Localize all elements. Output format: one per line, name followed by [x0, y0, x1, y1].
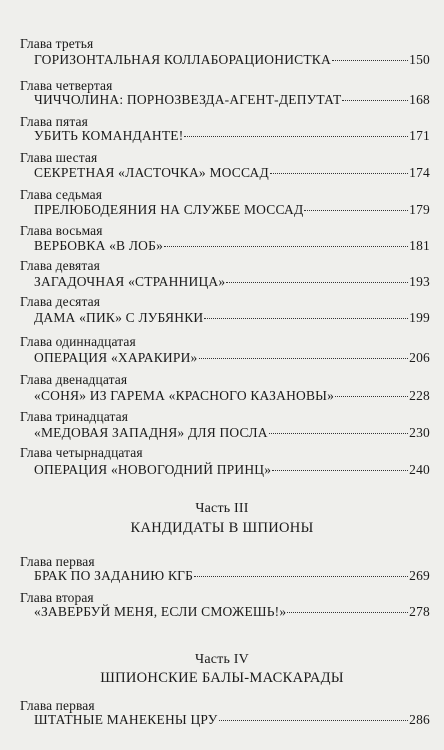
chapter-label: Глава первая — [20, 698, 95, 713]
dot-leader — [219, 720, 409, 721]
chapter-label: Глава шестая — [20, 150, 98, 165]
chapter-label: Глава десятая — [20, 294, 101, 309]
toc-entry-link[interactable] — [34, 92, 430, 108]
page-number: 230 — [409, 425, 430, 440]
page-number: 174 — [409, 165, 430, 180]
page-number: 199 — [409, 310, 430, 325]
chapter-title: ГОРИЗОНТАЛЬНАЯ КОЛЛАБОРАЦИОНИСТКА — [34, 52, 331, 67]
page-number: 278 — [409, 604, 430, 619]
part-label: Часть III — [195, 501, 249, 516]
page-number: 206 — [409, 350, 430, 365]
dot-leader — [226, 282, 408, 283]
chapter-label: Глава четвертая — [20, 78, 113, 93]
chapter-label: Глава девятая — [20, 258, 100, 273]
chapter-label: Глава одиннадцатая — [20, 334, 136, 349]
dot-leader — [270, 173, 408, 174]
part-title: КАНДИДАТЫ В ШПИОНЫ — [130, 520, 314, 536]
toc-entry-link[interactable] — [34, 604, 430, 620]
page-number: 269 — [409, 568, 430, 583]
page-number: 286 — [409, 712, 430, 727]
chapter-title: УБИТЬ КОМАНДАНТЕ! — [34, 128, 184, 143]
chapter-title: БРАК ПО ЗАДАНИЮ КГБ — [34, 568, 194, 583]
chapter-label: Глава тринадцатая — [20, 409, 129, 424]
chapter-label: Глава восьмая — [20, 223, 103, 238]
dot-leader — [272, 470, 408, 471]
chapter-label: Глава седьмая — [20, 187, 103, 202]
chapter-label: Глава четырнадцатая — [20, 445, 143, 460]
dot-leader — [287, 612, 408, 613]
toc-entry-link[interactable] — [34, 128, 430, 144]
toc-entry-link[interactable] — [34, 350, 430, 366]
chapter-title: ОПЕРАЦИЯ «ХАРАКИРИ» — [34, 350, 198, 365]
dot-leader — [194, 576, 408, 577]
chapter-title: ОПЕРАЦИЯ «НОВОГОДНИЙ ПРИНЦ» — [34, 462, 272, 477]
chapter-title: ПРЕЛЮБОДЕЯНИЯ НА СЛУЖБЕ МОССАД — [34, 202, 304, 217]
chapter-label: Глава третья — [20, 36, 94, 51]
chapter-label: Глава первая — [20, 554, 95, 569]
toc-entry-link[interactable] — [34, 238, 430, 254]
chapter-label: Глава пятая — [20, 114, 88, 129]
chapter-title: ЗАГАДОЧНАЯ «СТРАННИЦА» — [34, 274, 226, 289]
dot-leader — [335, 396, 408, 397]
chapter-title: «ЗАВЕРБУЙ МЕНЯ, ЕСЛИ СМОЖЕШЬ!» — [34, 604, 287, 619]
page-number: 193 — [409, 274, 430, 289]
dot-leader — [199, 358, 409, 359]
dot-leader — [304, 210, 408, 211]
chapter-title: ЧИЧЧОЛИНА: ПОРНОЗВЕЗДА-АГЕНТ-ДЕПУТАТ — [34, 92, 342, 107]
toc-entry-link[interactable] — [34, 165, 430, 181]
chapter-label: Глава двенадцатая — [20, 372, 128, 387]
dot-leader — [184, 136, 408, 137]
toc-entry-link[interactable] — [34, 202, 430, 218]
toc-entry-link[interactable] — [34, 310, 430, 326]
chapter-title: ДАМА «ПИК» С ЛУБЯНКИ — [34, 310, 204, 325]
page-number: 171 — [409, 128, 430, 143]
page-number: 168 — [409, 92, 430, 107]
page-number: 240 — [409, 462, 430, 477]
chapter-label: Глава вторая — [20, 590, 94, 605]
toc-entry-link[interactable] — [34, 425, 430, 441]
page-number: 181 — [409, 238, 430, 253]
toc-entry-link[interactable] — [34, 274, 430, 290]
chapter-title: «СОНЯ» ИЗ ГАРЕМА «КРАСНОГО КАЗАНОВЫ» — [34, 388, 335, 403]
dot-leader — [269, 433, 408, 434]
part-label: Часть IV — [195, 652, 249, 667]
toc-entry-link[interactable] — [34, 52, 430, 68]
dot-leader — [204, 318, 408, 319]
toc-entry-link[interactable] — [34, 388, 430, 404]
dot-leader — [342, 100, 408, 101]
toc-entry-link[interactable] — [34, 712, 430, 728]
dot-leader — [332, 60, 408, 61]
dot-leader — [164, 246, 408, 247]
part-title: ШПИОНСКИЕ БАЛЫ-МАСКАРАДЫ — [100, 670, 344, 686]
page-number: 228 — [409, 388, 430, 403]
chapter-title: ШТАТНЫЕ МАНЕКЕНЫ ЦРУ — [34, 712, 218, 727]
page-number: 150 — [409, 52, 430, 67]
toc-entry-link[interactable] — [34, 568, 430, 584]
chapter-title: СЕКРЕТНАЯ «ЛАСТОЧКА» МОССАД — [34, 165, 269, 180]
chapter-title: ВЕРБОВКА «В ЛОБ» — [34, 238, 164, 253]
chapter-title: «МЕДОВАЯ ЗАПАДНЯ» ДЛЯ ПОСЛА — [34, 425, 268, 440]
page-number: 179 — [409, 202, 430, 217]
toc-entry-link[interactable] — [34, 462, 430, 478]
